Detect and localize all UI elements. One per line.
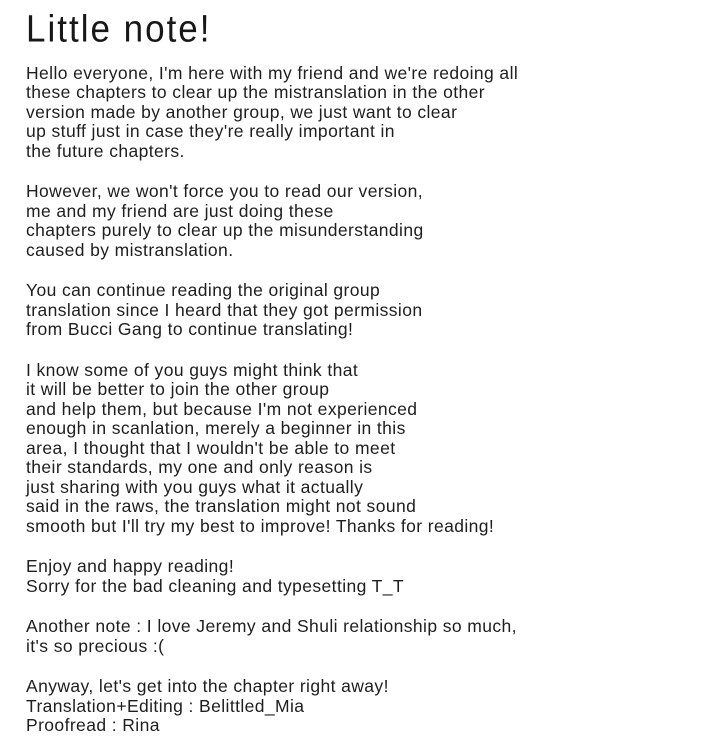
paragraph-another-note: [26, 617, 700, 656]
text-line: However, we won't force you to read our version,: [26, 181, 424, 202]
paragraph-reasoning: [26, 361, 700, 537]
text-line: their standards, my one and only reason is: [26, 457, 373, 478]
paragraph-no-force: [26, 182, 700, 260]
text-line: Enjoy and happy reading!: [26, 556, 235, 577]
text-line: chapters purely to clear up the misunderstanding: [26, 220, 424, 241]
text-line: from Bucci Gang to continue translating!: [26, 319, 354, 340]
text-line: Sorry for the bad cleaning and typesetting T_T: [26, 575, 405, 596]
text-line: area, I thought that I wouldn't be able to meet: [26, 437, 396, 458]
text-line: said in the raws, the translation might not sound: [26, 496, 417, 517]
text-line: caused by mistranslation.: [26, 239, 234, 260]
text-line: just sharing with you guys what it actually: [26, 476, 364, 497]
text-line: it's so precious :(: [26, 635, 165, 656]
text-line: version made by another group, we just want to clear: [26, 101, 458, 122]
text-line: Proofread : Rina: [26, 715, 160, 736]
page-title: Little note!: [26, 7, 212, 50]
paragraph-credits: [26, 677, 700, 736]
text-line: You can continue reading the original group: [26, 280, 381, 301]
text-line: translation since I heard that they got permission: [26, 299, 423, 320]
text-line: smooth but I'll try my best to improve! Thanks for reading!: [26, 515, 495, 536]
text-line: Translation+Editing : Belittled_Mia: [26, 695, 305, 716]
text-line: it will be better to join the other group: [26, 379, 330, 400]
paragraph-intro: [26, 64, 700, 162]
paragraph-enjoy: [26, 557, 700, 596]
text-line: Anyway, let's get into the chapter right away!: [26, 676, 389, 697]
text-line: up stuff just in case they're really important in: [26, 121, 395, 142]
text-line: Another note : I love Jeremy and Shuli relationship so much,: [26, 616, 517, 637]
text-line: Hello everyone, I'm here with my friend and we're redoing all: [26, 62, 519, 83]
text-line: me and my friend are just doing these: [26, 200, 334, 221]
text-line: the future chapters.: [26, 140, 185, 161]
paragraph-original-group: [26, 281, 700, 340]
text-line: these chapters to clear up the mistranslation in the other: [26, 82, 485, 103]
text-line: I know some of you guys might think that: [26, 359, 359, 380]
text-line: enough in scanlation, merely a beginner in this: [26, 418, 406, 439]
text-line: and help them, but because I'm not experienced: [26, 398, 418, 419]
